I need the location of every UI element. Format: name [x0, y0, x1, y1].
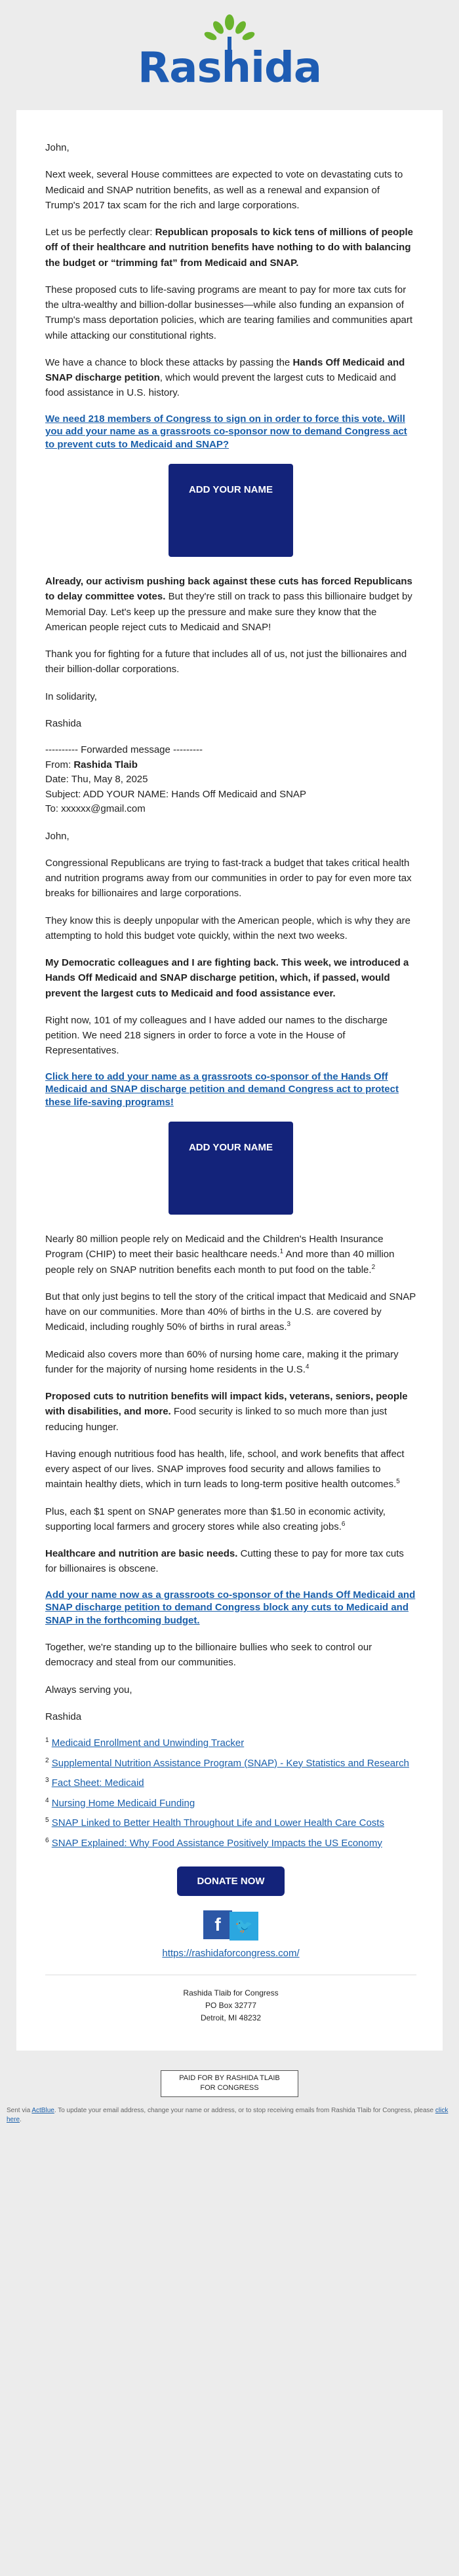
reference-item: $^6$ SNAP Explained: Why Food Assistance Positively Impacts the US Economy	[45, 1836, 382, 1849]
unsubscribe-link[interactable]: click here	[7, 2106, 449, 2124]
paragraph: Having enough nutritious food has health, life, school, and work benefits that affect every aspect of our lives. SNAP improves food security and allows families to maintain healthy diets, which in turn leads to long-term positive health outcomes.$^5$	[45, 1448, 405, 1490]
reference-link[interactable]: Supplemental Nutrition Assistance Program (SNAP) - Key Statistics and Research	[51, 1757, 409, 1769]
email-header	[0, 0, 459, 110]
donate-now-button[interactable]: DONATE NOW	[177, 1866, 284, 1896]
paid-for-disclaimer: PAID FOR BY RASHIDA TLAIB FOR CONGRESS	[161, 2070, 298, 2097]
paragraph: Healthcare and nutrition are basic needs. Cutting these to pay for more tax cuts for billionaires is obscene.	[45, 1548, 404, 1575]
social-links	[45, 1910, 416, 1941]
greeting: John,	[45, 142, 70, 153]
actblue-link[interactable]: ActBlue	[31, 2106, 54, 2114]
paragraph: Proposed cuts to nutrition benefits will impact kids, veterans, seniors, people with disabilities, and more. Food security is linked to so much more than just reducing hunger.	[45, 1391, 408, 1433]
reference-link[interactable]: SNAP Explained: Why Food Assistance Positively Impacts the US Economy	[51, 1837, 382, 1849]
paragraph: Let us be perfectly clear: Republican proposals to kick tens of millions of people off of their healthcare and nutrition benefits have nothing to do with balancing the budget or “trimming fat” from Medicaid and SNAP.	[45, 227, 413, 269]
paragraph: Right now, 101 of my colleagues and I have added our names to the discharge petition. We need 218 signers in order to force a vote in the House of Representatives.	[45, 1014, 388, 1057]
cta-link-add-name[interactable]: Add your name now as a grassroots co-sponsor of the Hands Off Medicaid and SNAP discharge petition to demand Congress block any cuts to Medicaid and SNAP in the forthcoming budget.	[45, 1589, 416, 1626]
paragraph: We have a chance to block these attacks by passing the Hands Off Medicaid and SNAP discharge petition, which would prevent the largest cuts to Medicaid and food assistance in U.S. history.	[45, 356, 405, 399]
paragraph: Medicaid also covers more than 60% of nursing home care, making it the primary funder for the majority of nursing home residents in the U.S.$^4$	[45, 1348, 399, 1375]
reference-item: $^2$ Supplemental Nutrition Assistance Program (SNAP) - Key Statistics and Research	[45, 1756, 409, 1769]
email-body	[16, 110, 443, 2051]
paragraph: Thank you for fighting for a future that includes all of us, not just the billionaires and their billion-dollar corporations.	[45, 649, 407, 675]
paragraph: My Democratic colleagues and I are fighting back. This week, we introduced a Hands Off Medicaid and SNAP discharge petition, which, if passed, would prevent the largest cuts to Medicaid and food assistance ever.	[45, 957, 409, 999]
facebook-icon[interactable]: f	[203, 1910, 232, 1939]
forwarded-header: ---------- Forwarded message --------- From: Rashida Tlaib Date: Thu, May 8, 2025 Subject: ADD YOUR NAME: Hands Off Medicaid and SNAP To: xxxxxx@gmail.com	[45, 744, 306, 814]
cta-link-petition[interactable]: Click here to add your name as a grassroots co-sponsor of the Hands Off Medicaid and SNAP discharge petition and demand Congress act to protect these life-saving programs!	[45, 1070, 399, 1108]
greeting: John,	[45, 830, 70, 842]
reference-item: $^1$ Medicaid Enrollment and Unwinding Tracker	[45, 1737, 245, 1749]
brand-logo-text: Rashida	[137, 44, 322, 92]
signoff: In solidarity,	[45, 691, 97, 702]
paragraph: They know this is deeply unpopular with the American people, which is why they are attempting to hold this budget vote quickly, within the next two weeks.	[45, 915, 410, 941]
add-your-name-button[interactable]: ADD YOUR NAME	[169, 1122, 293, 1215]
reference-item: $^3$ Fact Sheet: Medicaid	[45, 1777, 144, 1789]
footer-note: Sent via ActBlue. To update your email address, change your name or address, or to stop receiving emails from Rashida Tlaib for Congress, please click here.	[7, 2106, 449, 2124]
website-link[interactable]: https://rashidaforcongress.com/	[162, 1948, 300, 1960]
reference-link[interactable]: Fact Sheet: Medicaid	[51, 1777, 144, 1789]
reference-link[interactable]: Medicaid Enrollment and Unwinding Tracker	[51, 1737, 245, 1749]
paragraph: Nearly 80 million people rely on Medicaid and the Children's Health Insurance Program (CHIP) to meet their basic healthcare needs.$^1$ And more than 40 million people rely on SNAP nutrition benefits each month to put food on the table.$^2$	[45, 1234, 395, 1276]
mailing-address: Rashida Tlaib for Congress PO Box 32777 Detroit, MI 48232	[183, 1988, 279, 2022]
cta-link-cosponsor[interactable]: We need 218 members of Congress to sign on in order to force this vote. Will you add your name as a grassroots co-sponsor now to demand Congress act to prevent cuts to Medicaid and SNAP?	[45, 413, 407, 450]
paragraph: Already, our activism pushing back against these cuts has forced Republicans to delay committee votes. But they're still on track to pass this billionaire budget by Memorial Day. Let's keep up the pressure and make sure they know that the American people reject cuts to Medicaid and SNAP!	[45, 576, 412, 633]
paragraph: But that only just begins to tell the story of the critical impact that Medicaid and SNAP have on our communities. More than 40% of births in the U.S. are covered by Medicaid, including roughly 50% of births in rural areas.$^3$	[45, 1291, 416, 1333]
twitter-icon[interactable]: 🐦	[230, 1912, 258, 1941]
reference-item: $^5$ SNAP Linked to Better Health Throughout Life and Lower Health Care Costs	[45, 1817, 384, 1828]
add-your-name-button[interactable]: ADD YOUR NAME	[169, 464, 293, 557]
paragraph: These proposed cuts to life-saving programs are meant to pay for more tax cuts for the ultra-wealthy and billion-dollar businesses—while also funding an expansion of Trump's mass deportation policies, which are tearing families and communities apart while attacking our constitutional rights.	[45, 284, 413, 341]
signature: Rashida	[45, 1711, 82, 1722]
reference-link[interactable]: Nursing Home Medicaid Funding	[51, 1797, 195, 1809]
reference-item: $^4$ Nursing Home Medicaid Funding	[45, 1796, 195, 1809]
reference-link[interactable]: SNAP Linked to Better Health Throughout Life and Lower Health Care Costs	[51, 1817, 384, 1828]
paragraph: Plus, each $1 spent on SNAP generates more than $1.50 in economic activity, supporting local farmers and grocery stores while also creating jobs.$^6$	[45, 1506, 386, 1532]
paragraph: Together, we're standing up to the billionaire bullies who seek to control our democracy and steal from our communities.	[45, 1642, 372, 1669]
paragraph: Congressional Republicans are trying to fast-track a budget that takes critical health and nutrition programs away from our communities in order to pay for even more tax breaks for billionaires and large corporations.	[45, 857, 412, 900]
paragraph: Next week, several House committees are expected to vote on devastating cuts to Medicaid and SNAP nutrition benefits, as well as a renewal and expansion of Trump's 2017 tax scam for the rich and large corporations.	[45, 169, 403, 211]
signature: Rashida	[45, 717, 82, 729]
signoff: Always serving you,	[45, 1684, 132, 1695]
references-list	[45, 1736, 416, 1849]
